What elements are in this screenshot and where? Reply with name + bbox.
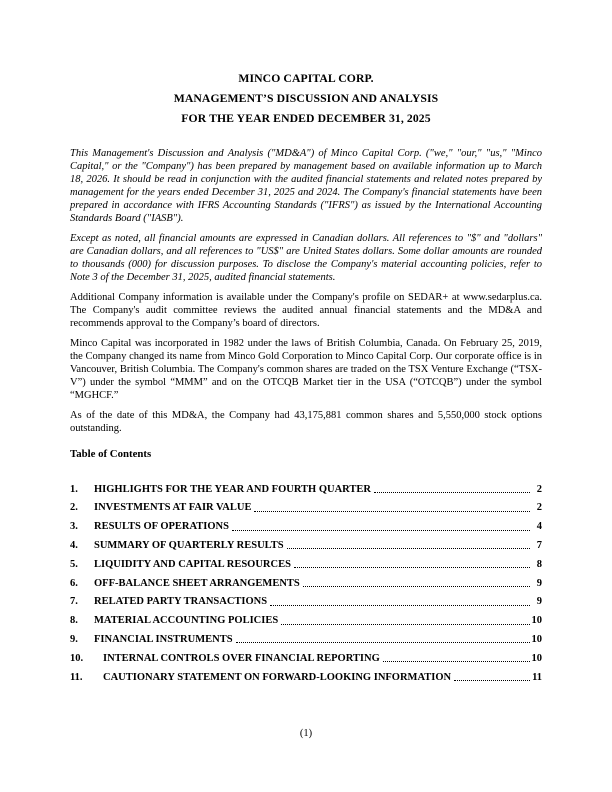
toc-item-financial-instruments: [70, 633, 542, 646]
document-title-block: [70, 72, 542, 125]
toc-item-liquidity: [70, 558, 542, 571]
toc-dot-leader: [294, 567, 530, 568]
toc-item-label: INTERNAL CONTROLS OVER FINANCIAL REPORTING: [103, 652, 380, 664]
toc-item-label: FINANCIAL INSTRUMENTS: [94, 633, 233, 645]
toc-item-number: 3.: [70, 521, 78, 533]
toc-item-label: SUMMARY OF QUARTERLY RESULTS: [94, 539, 284, 551]
toc-item-label: HIGHLIGHTS FOR THE YEAR AND FOURTH QUARTER: [94, 483, 371, 495]
toc-item-off-balance-sheet: [70, 577, 542, 590]
toc-item-page: 10: [531, 615, 542, 627]
toc-item-quarterly-results: [70, 539, 542, 552]
toc-dot-leader: [281, 624, 529, 625]
toc-item-label: LIQUIDITY AND CAPITAL RESOURCES: [94, 558, 291, 570]
toc-item-label: CAUTIONARY STATEMENT ON FORWARD-LOOKING INFORMATION: [103, 671, 452, 683]
toc-item-page: 8: [536, 558, 542, 570]
toc-item-number: 9.: [70, 633, 78, 645]
toc-item-results-of-operations: [70, 520, 542, 533]
toc-item-investments: [70, 501, 542, 514]
toc-item-number: 1.: [70, 483, 78, 495]
toc-item-number: 11.: [70, 671, 83, 683]
toc-item-number: 2.: [70, 502, 78, 514]
toc-dot-leader: [232, 530, 530, 531]
toc-dot-leader: [270, 605, 530, 606]
toc-item-page: 9: [536, 596, 542, 608]
toc-item-page: 11: [532, 671, 542, 683]
toc-item-number: 10.: [70, 652, 84, 664]
toc-dot-leader: [383, 661, 530, 662]
toc-item-highlights: [70, 483, 542, 496]
toc-item-cautionary-statement: [70, 671, 542, 684]
toc-item-label: MATERIAL ACCOUNTING POLICIES: [94, 615, 279, 627]
toc-item-label: RELATED PARTY TRANSACTIONS: [94, 596, 268, 608]
toc-dot-leader: [374, 492, 530, 493]
toc-item-label: RESULTS OF OPERATIONS: [94, 521, 229, 533]
intro-section: [70, 147, 542, 435]
page-number: (1): [299, 728, 313, 739]
toc-item-label: INVESTMENTS AT FAIR VALUE: [94, 502, 252, 514]
toc-item-page: 2: [536, 502, 542, 514]
toc-item-number: 6.: [70, 577, 78, 589]
toc-dot-leader: [254, 511, 530, 512]
toc-item-label: OFF-BALANCE SHEET ARRANGEMENTS: [94, 577, 300, 589]
toc-item-related-party: [70, 595, 542, 608]
paragraph-shares-outstanding: As of the date of this MD&A, the Company had 43,175,881 common shares and 5,550,000 stock options outstanding.: [70, 409, 542, 434]
document-title: MANAGEMENT’S DISCUSSION AND ANALYSIS: [173, 91, 439, 105]
paragraph-additional-info: Additional Company information is available under the Company's profile on SEDAR+ at www.sedarplus.ca. The Company's audit committee reviews the audited annual financial statements and the MD&A and recommends approval to the Company’s board of directors.: [70, 291, 542, 329]
toc-item-number: 8.: [70, 615, 78, 627]
toc-dot-leader: [287, 548, 530, 549]
toc-item-page: 10: [531, 633, 542, 645]
toc-item-page: 4: [536, 521, 542, 533]
toc-item-internal-controls: [70, 652, 542, 665]
toc-item-page: 2: [536, 483, 542, 495]
toc-item-page: 10: [531, 652, 542, 664]
document-period: FOR THE YEAR ENDED DECEMBER 31, 2025: [181, 111, 431, 125]
toc-dot-leader: [236, 642, 530, 643]
toc-item-number: 7.: [70, 596, 78, 608]
toc-item-page: 7: [536, 539, 542, 551]
paragraph-currency-note: Except as noted, all financial amounts are expressed in Canadian dollars. All references to "$" and "dollars" are Canadian dollars, and all references to "US$" are United States dollars. Some dollar amounts are rounded to thousands (000) for discussion purposes. To disclose the Company's material accounting policies, refer to Note 3 of the December 31, 2025, audited financial statements.: [70, 232, 542, 283]
toc-heading: Table of Contents: [70, 447, 152, 460]
toc-item-number: 5.: [70, 558, 78, 570]
toc-item-number: 4.: [70, 539, 78, 551]
toc-dot-leader: [303, 586, 530, 587]
toc-item-accounting-policies: [70, 614, 542, 627]
paragraph-company-background: Minco Capital was incorporated in 1982 under the laws of British Columbia, Canada. On February 25, 2019, the Company changed its name from Minco Gold Corporation to Minco Capital Corp. Our corporate office is in Vancouver, British Columbia. The Company's common shares are traded on the TSX Venture Exchange (“TSX-V”) under the symbol “MMM” and on the OTCQB Market tier in the USA (“OTCQB”) under the symbol “MGHCF.”: [70, 337, 542, 401]
table-of-contents: [70, 483, 542, 684]
toc-item-page: 9: [536, 577, 542, 589]
paragraph-preparation-basis: This Management's Discussion and Analysis ("MD&A") of Minco Capital Corp. ("we," "our," "us," "Minco Capital," or the "Company") has been prepared by management based on available information up to March 18, 2026. It should be read in conjunction with the audited financial statements and related notes prepared by management for the years ended December 31, 2025 and 2024. The Company's financial statements have been prepared in accordance with IFRS Accounting Standards ("IFRS") as issued by the International Accounting Standards Board ("IASB").: [70, 147, 542, 224]
company-name: MINCO CAPITAL CORP.: [238, 72, 374, 85]
toc-dot-leader: [454, 680, 530, 681]
